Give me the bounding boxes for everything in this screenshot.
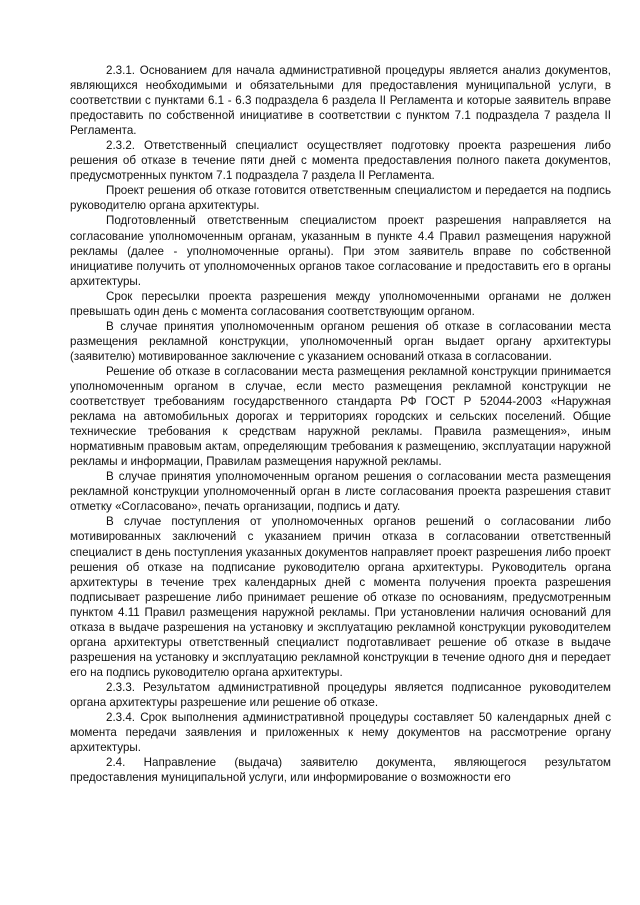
paragraph-forwarding-term: Срок пересылки проекта разрешения между уполномоченными органами не должен превышать один день с момента согласования соответствующим органом. — [70, 289, 611, 318]
paragraph-2-3-3: 2.3.3. Результатом административной процедуры является подписанное руководителем органа архитектуры разрешение или решение об отказе. — [70, 680, 611, 709]
paragraph-refusal-draft: Проект решения об отказе готовится ответственным специалистом и передается на подпись руководителю органа архитектуры. — [70, 184, 611, 213]
paragraph-2-3-4: 2.3.4. Срок выполнения административной процедуры составляет 50 календарных дней с момента передачи заявления и приложенных к нему документов на рассмотрение органу архитектуры. — [70, 711, 611, 755]
paragraph-refusal-grounds: Решение об отказе в согласовании места размещения рекламной конструкции принимается уполномоченным органом в случае, если место размещения рекламной конструкции не соответствует требованиям государственного стандарта РФ ГОСТ Р 52044-2003 «Наружная реклама на автомобильных дорогах и территориях городских и сельских поселений. Общие технические требования к средствам наружной рекламы. Правила размещения», иным нормативным правовым актам, определяющим требования к размещению, эксплуатации наружной рекламы и информации, Правилам размещения наружной рекламы. — [70, 364, 611, 469]
paragraph-approval-routing: Подготовленный ответственным специалистом проект разрешения направляется на согласование уполномоченным органам, указанным в пункте 4.4 Правил размещения наружной рекламы (далее - уполномоченные органы). При этом заявитель вправе по собственной инициативе получить от уполномоченных органов такое согласование и предоставить его в органы архитектуры. — [70, 214, 611, 288]
document-body — [70, 63, 611, 785]
paragraph-approval-mark: В случае принятия уполномоченным органом решения о согласовании места размещения рекламной конструкции уполномоченный орган в листе согласования проекта разрешения ставит отметку «Согласовано», печать организации, подпись и дату. — [70, 470, 611, 514]
paragraph-2-4: 2.4. Направление (выдача) заявителю документа, являющегося результатом предоставления муниципальной услуги, или информирование о возможности его — [70, 756, 611, 785]
paragraph-signing-procedure: В случае поступления от уполномоченных органов решений о согласовании либо мотивированных заключений с указанием причин отказа в согласовании ответственный специалист в день поступления указанных документов направляет проект разрешения либо проект решения об отказе на подписание руководителю органа архитектуры. Руководитель органа архитектуры в течение трех календарных дней с момента получения проекта разрешения подписывает разрешение либо принимает решение об отказе по основаниям, предусмотренным пунктом 4.11 Правил размещения наружной рекламы. При установлении наличия оснований для отказа в выдаче разрешения на установку и эксплуатацию рекламной конструкции руководителем органа архитектуры ответственный специалист подготавливает решение об отказе в выдаче разрешения на установку и эксплуатацию рекламной конструкции в течение одного дня и передает его на подпись руководителю органа архитектуры. — [70, 515, 611, 679]
paragraph-refusal-conclusion: В случае принятия уполномоченным органом решения об отказе в согласовании места размещения рекламной конструкции, уполномоченный орган выдает органу архитектуры (заявителю) мотивированное заключение с указанием оснований отказа в согласовании. — [70, 319, 611, 363]
paragraph-2-3-1: 2.3.1. Основанием для начала административной процедуры является анализ документов, являющихся необходимыми и обязательными для предоставления муниципальной услуги, в соответствии с пунктами 6.1 - 6.3 подраздела 6 раздела II Регламента и которые заявитель вправе предоставить по собственной инициативе в соответствии с пунктом 7.1 подраздела 7 раздела II Регламента. — [70, 64, 611, 138]
paragraph-2-3-2: 2.3.2. Ответственный специалист осуществляет подготовку проекта разрешения либо решения об отказе в течение пяти дней с момента предоставления полного пакета документов, предусмотренных пунктом 7.1 подраздела 7 раздела II Регламента. — [70, 139, 611, 183]
